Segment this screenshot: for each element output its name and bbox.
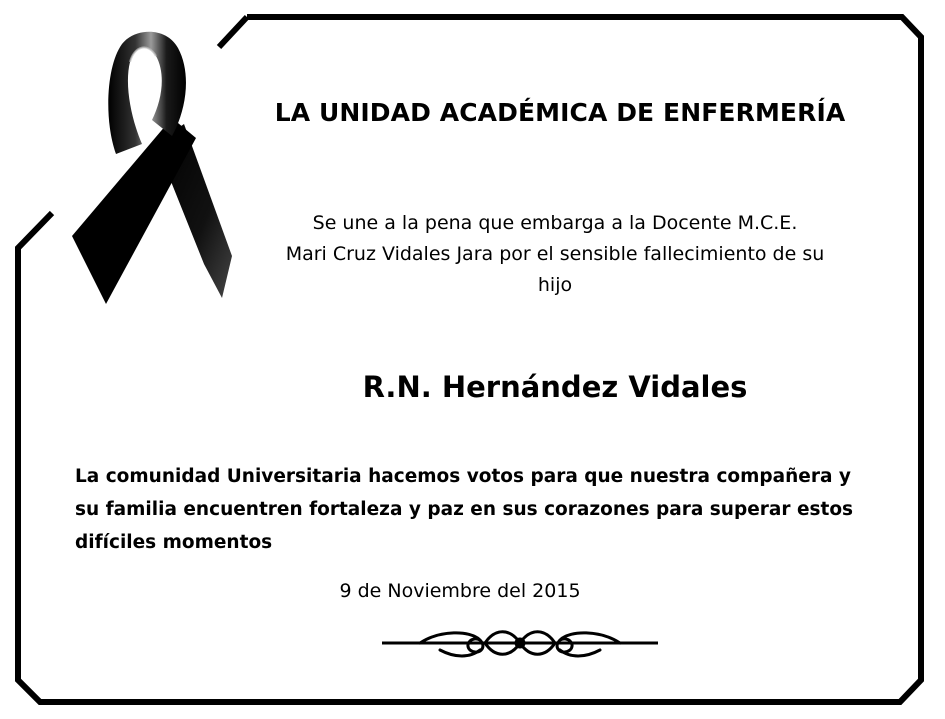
message-line: difíciles momentos	[75, 532, 273, 553]
page-title: LA UNIDAD ACADÉMICA DE ENFERMERÍA	[274, 98, 846, 127]
intro-line: Mari Cruz Vidales Jara por el sensible fallecimiento de su	[285, 243, 825, 265]
condolence-message	[75, 460, 854, 559]
mourning-ribbon-icon	[64, 26, 239, 311]
ornamental-flourish-divider	[380, 622, 660, 664]
message-line: su familia encuentren fortaleza y paz en sus corazones para superar estos	[75, 499, 854, 520]
intro-line: Se une a la pena que embarga a la Docente M.C.E.	[312, 212, 798, 234]
message-line: La comunidad Universitaria hacemos votos para que nuestra compañera y	[75, 466, 851, 487]
intro-line: hijo	[537, 274, 573, 296]
deceased-name: R.N. Hernández Vidales	[362, 370, 748, 404]
notice-date: 9 de Noviembre del 2015	[339, 580, 581, 602]
intro-paragraph	[250, 208, 860, 301]
